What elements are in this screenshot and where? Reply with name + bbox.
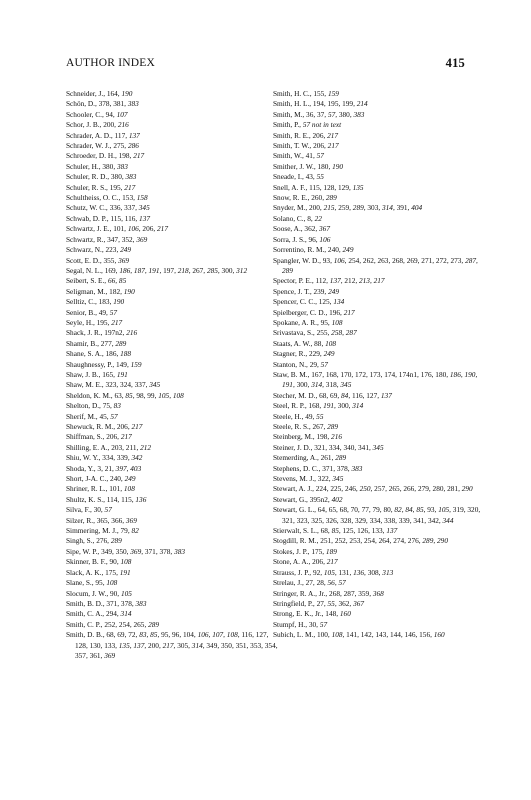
index-entry: Schneider, J., 164, 190 <box>66 89 133 98</box>
index-entry: Spangler, W. D., 93, 106, 254, 262, 263, 268, 269, 271, 272, 273, 287, 289 <box>273 255 478 275</box>
index-entry: Srivastava, S., 255, 258, 287 <box>273 328 357 338</box>
index-entry: Shamir, B., 277, 289 <box>66 338 127 348</box>
index-entry: Steel, R. P., 168, 191, 300, 314 <box>273 401 364 411</box>
index-entry: Slane, S., 95, 108 <box>66 578 118 588</box>
index-entry: Stemerding, A., 261, 289 <box>273 453 347 463</box>
index-entry: Smith, M., 36, 37, 57, 380, 383 <box>273 109 365 119</box>
index-entry: Schuler, R. S., 195, 217 <box>66 182 136 192</box>
index-entry: Spokane, A. R., 95, 108 <box>273 317 343 327</box>
index-entry: Shoda, Y., 3, 21, 397, 403 <box>66 463 142 473</box>
index-entry: Subich, L. M., 100, 108, 141, 142, 143, 144, 146, 156, 160 <box>273 630 445 640</box>
index-entry: Skinner, B. F., 90, 108 <box>66 557 132 567</box>
index-entry: Sorrentino, R. M., 240, 249 <box>273 245 354 255</box>
index-entry: Slack, A. K., 175, 191 <box>66 567 131 577</box>
index-entry: Stewart, A. J., 224, 225, 246, 250, 257, 265, 266, 279, 280, 281, 290 <box>273 484 473 494</box>
index-entry: Shane, S. A., 186, 188 <box>66 349 132 359</box>
page-number: 415 <box>445 56 465 70</box>
index-entry: Schrader, W. J., 275, 286 <box>66 141 139 151</box>
index-entry: Stanton, N., 29, 57 <box>273 359 328 369</box>
index-entry: Shaw, J. B., 165, 191 <box>66 369 128 379</box>
index-entry: Snow, R. E., 260, 289 <box>273 193 337 203</box>
index-entry: Stephens, D. C., 371, 378, 383 <box>273 463 363 473</box>
index-entry: Schor, J. B., 200, 216 <box>66 120 129 130</box>
index-entry: Smith, H. C., 155, 159 <box>273 89 339 98</box>
index-entry: Seibert, S. E., 66, 85 <box>66 276 127 286</box>
index-entry: Smith, R. E., 206, 217 <box>273 130 339 140</box>
index-entry: Shultz, K. S., 114, 115, 136 <box>66 494 147 504</box>
index-entry: Schooler, C., 94, 107 <box>66 109 128 119</box>
index-entry: Seligman, M., 182, 190 <box>66 286 135 296</box>
index-column-right <box>273 89 488 641</box>
index-entry: Silzer, R., 365, 366, 369 <box>66 515 137 525</box>
index-entry: Solano, C., 8, 22 <box>273 213 322 223</box>
index-entry: Smith, P., 57 not in text <box>273 120 342 130</box>
index-entry: Senior, B., 49, 57 <box>66 307 117 317</box>
index-entry: Stagner, R., 229, 249 <box>273 349 335 359</box>
index-entry: Steele, H., 49, 55 <box>273 411 324 421</box>
index-entry: Singh, S., 276, 289 <box>66 536 122 546</box>
index-entry: Smither, J. W., 180, 190 <box>273 161 344 171</box>
index-entry: Selltiz, C., 183, 190 <box>66 297 125 307</box>
index-entry: Schuler, R. D., 380, 383 <box>66 172 137 182</box>
index-entry: Stogdill, R. M., 251, 252, 253, 254, 264, 274, 276, 289, 290 <box>273 536 448 546</box>
index-entry: Schwab, D. P., 115, 116, 137 <box>66 213 150 223</box>
index-entry: Schwarz, N., 223, 249 <box>66 245 132 255</box>
index-entry: Smith, B. D., 371, 378, 383 <box>66 598 147 608</box>
index-entry: Sorra, J. S., 96, 106 <box>273 234 331 244</box>
index-entry: Smith, C. P., 252, 254, 265, 289 <box>66 619 160 629</box>
index-entry: Snyder, M., 200, 215, 259, 289, 303, 314, 391, 404 <box>273 203 423 213</box>
index-entry: Shiffman, S., 206, 217 <box>66 432 132 442</box>
index-column-left <box>66 89 281 661</box>
index-entry: Stone, A. A., 206, 217 <box>273 557 338 567</box>
index-entry: Spielberger, C. D., 196, 217 <box>273 307 355 317</box>
index-entry: Stewart, G., 395n2, 402 <box>273 494 343 504</box>
index-entry: Schultheiss, O. C., 153, 158 <box>66 193 148 203</box>
index-entry: Smith, C. A., 294, 314 <box>66 609 132 619</box>
index-entry: Strauss, J. P., 92, 105, 131, 136, 308, 313 <box>273 567 394 577</box>
index-entry: Strong, E. K., Jr., 148, 160 <box>273 609 351 619</box>
index-entry: Shiu, W. Y., 334, 339, 342 <box>66 453 143 463</box>
index-entry: Slocum, J. W., 90, 105 <box>66 588 132 598</box>
index-entry: Soose, A., 362, 367 <box>273 224 330 234</box>
index-entry: Simmering, M. J., 79, 82 <box>66 526 139 536</box>
index-entry: Short, J-A. C., 240, 249 <box>66 474 136 484</box>
index-entry: Schwartz, J. E., 101, 106, 206, 217 <box>66 224 168 234</box>
index-entry: Shewuck, R. M., 206, 217 <box>66 422 143 431</box>
index-entry: Snell, A. F., 115, 128, 129, 135 <box>273 182 364 192</box>
index-entry: Shelton, D., 75, 83 <box>66 401 121 411</box>
index-entry: Staats, A. W., 88, 108 <box>273 338 337 348</box>
index-entry: Schön, D., 378, 381, 383 <box>66 99 139 109</box>
index-entry: Schuler, H., 380, 383 <box>66 161 128 171</box>
index-entry: Sheldon, K. M., 63, 85, 98, 99, 105, 108 <box>66 390 184 400</box>
index-entry: Seyle, H., 195, 217 <box>66 317 123 327</box>
index-entry: Segal, N. L., 169, 186, 187, 191, 197, 218, 267, 285, 300, 312 <box>66 265 248 275</box>
index-entry: Stewart, G. L., 64, 65, 68, 70, 77, 79, 80, 82, 84, 85, 93, 105, 319, 320, 321, 323, 325, 326, 328, 329, 334, 338, 339, 341, 342, 344 <box>273 505 481 525</box>
index-entry: Steinberg, M., 198, 216 <box>273 432 342 442</box>
index-entry: Stecher, M. D., 68, 69, 84, 116, 127, 137 <box>273 390 392 400</box>
running-header-title: AUTHOR INDEX <box>66 57 155 69</box>
index-entry: Steiner, J. D., 321, 334, 340, 341, 345 <box>273 442 384 452</box>
index-entry: Shaw, M. E., 323, 324, 337, 345 <box>66 380 161 390</box>
index-entry: Shriner, R. L., 101, 108 <box>66 484 135 494</box>
index-entry: Stringer, R. A., Jr., 268, 287, 359, 368 <box>273 588 384 598</box>
index-entry: Shilling, E. A., 203, 211, 212 <box>66 442 152 452</box>
index-entry: Sneade, I., 43, 55 <box>273 172 324 182</box>
index-entry: Stokes, J. P., 175, 189 <box>273 546 337 556</box>
index-entry: Stumpf, H., 30, 57 <box>273 619 328 629</box>
index-entry: Stringfield, P., 27, 55, 362, 367 <box>273 598 365 608</box>
index-entry: Scott, E. D., 355, 369 <box>66 255 130 265</box>
index-entry: Strelau, J., 27, 28, 56, 57 <box>273 578 346 588</box>
index-entry: Steele, R. S., 267, 289 <box>273 422 339 431</box>
index-entry: Schwartz, R., 347, 352, 369 <box>66 234 148 244</box>
index-entry: Stierwalt, S. L., 68, 85, 125, 126, 133, 137 <box>273 526 398 536</box>
index-entry: Schutz, W. C., 336, 337, 345 <box>66 203 150 213</box>
index-entry: Spector, P. E., 112, 137, 212, 213, 217 <box>273 276 385 286</box>
index-entry: Sherif, M., 45, 57 <box>66 411 118 421</box>
index-entry: Sipe, W. P., 349, 350, 369, 371, 378, 383 <box>66 546 186 556</box>
index-entry: Smith, D. B., 68, 69, 72, 83, 85, 95, 96, 104, 106, 107, 108, 116, 127, 128, 130, 133, 135, 137, 200, 217, 305, 314, 349, 350, 351, 353, 354, 357, 361, 369 <box>66 630 278 660</box>
index-entry: Shaughnessy, P., 149, 159 <box>66 359 142 369</box>
index-entry: Spence, J. T., 239, 249 <box>273 286 340 296</box>
index-entry: Staw, B. M., 167, 168, 170, 172, 173, 174, 174n1, 176, 180, 186, 190, 191, 300, 314, 318, 345 <box>273 369 478 390</box>
index-entry: Schroeder, D. H., 198, 217 <box>66 151 145 161</box>
index-entry: Shack, J. R., 197n2, 216 <box>66 328 138 338</box>
index-entry: Smith, W., 41, 57 <box>273 151 324 161</box>
index-entry: Schrader, A. D., 117, 137 <box>66 130 140 140</box>
index-entry: Silva, F., 30, 57 <box>66 505 112 515</box>
index-entry: Spencer, C. C., 125, 134 <box>273 297 345 307</box>
index-entry: Stevens, M. J., 322, 345 <box>273 474 344 484</box>
index-entry: Smith, T. W., 206, 217 <box>273 141 339 151</box>
index-entry: Smith, H. L., 194, 195, 199, 214 <box>273 99 368 109</box>
